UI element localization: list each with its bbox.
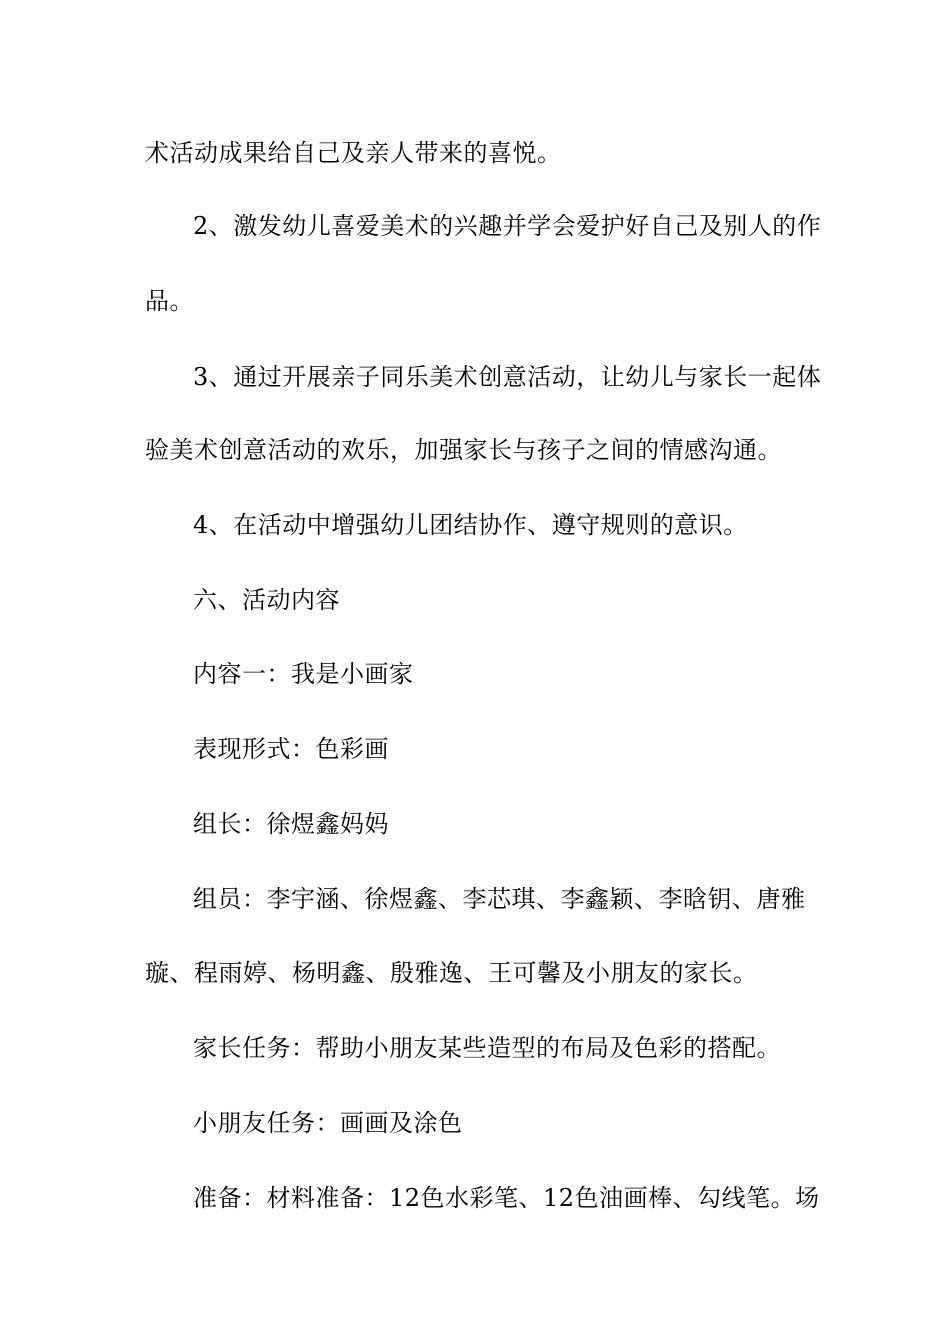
text-line-goal-4: 4、在活动中增强幼儿团结协作、遵守规则的意识。	[193, 511, 748, 539]
text-line-leader: 组长：徐煜鑫妈妈	[193, 810, 389, 838]
text-line-form: 表现形式：色彩画	[193, 735, 389, 763]
text-line-child-task: 小朋友任务：画画及涂色	[193, 1109, 463, 1137]
text-line-members-cont: 璇、程雨婷、杨明鑫、殷雅逸、王可馨及小朋友的家长。	[145, 959, 758, 987]
text-line-goal-3: 3、通过开展亲子同乐美术创意活动，让幼儿与家长一起体	[193, 363, 822, 391]
text-line-preparation: 准备：材料准备：12色水彩笔、12色油画棒、勾线笔。场	[193, 1184, 820, 1212]
text-line-content-one: 内容一：我是小画家	[193, 660, 414, 688]
text-line-goal-3-cont: 验美术创意活动的欢乐，加强家长与孩子之间的情感沟通。	[145, 436, 782, 464]
section-heading-activity-content: 六、活动内容	[193, 586, 340, 614]
text-line-parent-task: 家长任务：帮助小朋友某些造型的布局及色彩的搭配。	[193, 1034, 781, 1062]
text-line-goal-2-cont: 品。	[145, 287, 194, 315]
text-line-goal-2: 2、激发幼儿喜爱美术的兴趣并学会爱护好自己及别人的作	[193, 212, 822, 240]
text-line-continuation: 术活动成果给自己及亲人带来的喜悦。	[145, 139, 562, 167]
text-line-members: 组员：李宇涵、徐煜鑫、李芯琪、李鑫颖、李晗钥、唐雅	[193, 885, 806, 913]
